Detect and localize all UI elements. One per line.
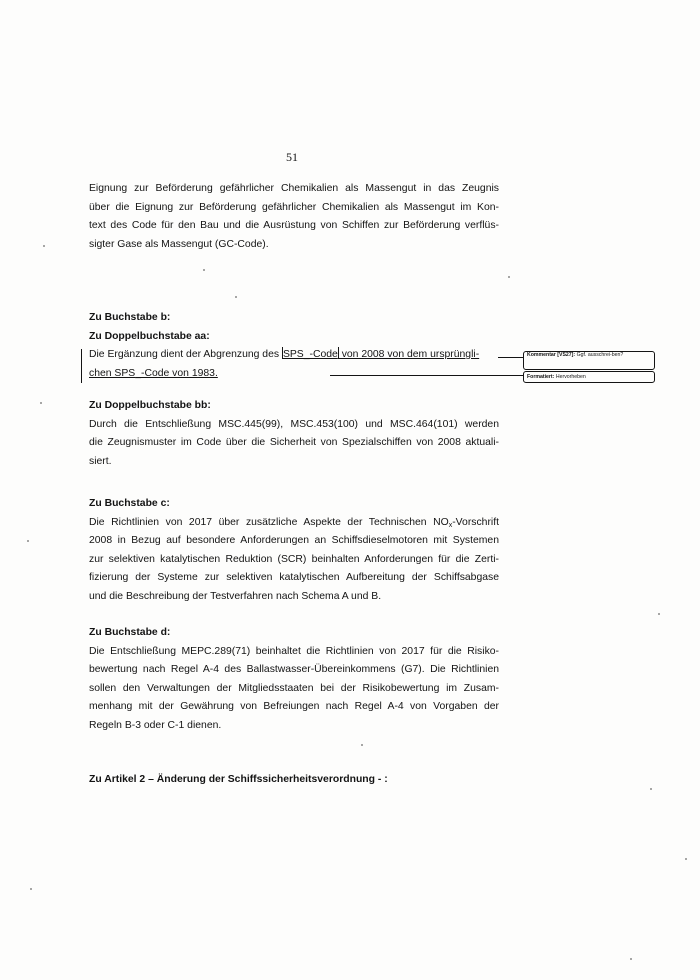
- text-line: text des Code für den Bau und die Ausrüstung von Schiffen zur Beförderung verflüs-: [89, 220, 499, 231]
- text-line: 2008 in Bezug auf besondere Anforderungen an Schiffsdieselmotoren mit Systemen: [89, 535, 499, 546]
- section-d: [89, 624, 499, 735]
- tracked-insertion[interactable]: _-Code von 1983.: [135, 367, 218, 379]
- tracked-change-line: Die Ergänzung dient der Abgrenzung des SPS_-Code von 2008 von dem ursprüngli-: [89, 349, 480, 360]
- section-heading: Zu Buchstabe c:: [89, 498, 170, 509]
- article-2: [89, 771, 499, 790]
- scan-speck: [650, 788, 652, 790]
- article-heading: Zu Artikel 2 – Änderung der Schiffssicherheitsverordnung - :: [89, 774, 388, 785]
- text-line: Die Entschließung MEPC.289(71) beinhaltet die Richtlinien von 2017 für die Risiko-: [89, 645, 499, 657]
- text-line: fizierung der Systeme zur selektiven katalytischen Aufbereitung der Schiffsabgase: [89, 572, 499, 583]
- comment-leader-line: [498, 357, 523, 358]
- scan-speck: [43, 245, 45, 247]
- page-number: 51: [286, 150, 298, 164]
- text-line: bewertung nach Regel A-4 des Ballastwasser-Übereinkommens (G7). Die Richtlinien: [89, 664, 499, 675]
- scan-speck: [658, 613, 660, 615]
- text-line: sigter Gase als Massengut (GC-Code).: [89, 238, 269, 250]
- text-line: sollen den Verwaltungen der Mitgliedsstaaten bei der Risikobewertung im Zusam-: [89, 682, 499, 694]
- formatting-balloon[interactable]: Formatiert: Hervorheben: [523, 371, 655, 383]
- scan-speck: [685, 858, 687, 860]
- text-line: über die Eignung zur Beförderung gefährlicher Chemikalien als Massengut im Kon-: [89, 201, 499, 213]
- tracked-change-line: chen SPS_-Code von 1983.: [89, 367, 218, 379]
- scan-speck: [203, 269, 205, 271]
- section-heading: Zu Buchstabe d:: [89, 627, 171, 638]
- subsection-heading: Zu Doppelbuchstabe bb:: [89, 400, 211, 411]
- text-line: zur selektiven katalytischen Reduktion (SCR) beinhalten Anforderungen für die Zerti-: [89, 553, 499, 565]
- subsection-heading: Zu Doppelbuchstabe aa:: [89, 330, 210, 342]
- format-leader-line: [330, 375, 523, 376]
- text-line: und die Beschreibung der Testverfahren nach Schema A und B.: [89, 590, 382, 602]
- scan-speck: [508, 276, 510, 278]
- text-line: Durch die Entschließung MSC.445(99), MSC.453(100) und MSC.464(101) werden: [89, 418, 499, 430]
- scan-speck: [40, 402, 42, 404]
- intro-paragraph: [89, 180, 499, 254]
- scan-speck: [27, 540, 29, 542]
- change-bar: [81, 349, 82, 383]
- text-line: die Zeugnismuster im Code über die Sicherheit von Spezialschiffen von 2008 aktuali-: [89, 437, 499, 448]
- text-line: menhang mit der Gewährung von Befreiungen nach Regel A-4 von Vorgaben der: [89, 701, 499, 712]
- comment-balloon[interactable]: Kommentar [VS27]: Ggf. ausschrei-ben?: [523, 351, 655, 370]
- section-c: [89, 495, 499, 606]
- scan-speck: [235, 296, 237, 298]
- text-line: siert.: [89, 455, 112, 467]
- tracked-insertion[interactable]: SPS_-Code: [282, 349, 338, 360]
- section-heading: Zu Buchstabe b:: [89, 312, 171, 323]
- scan-speck: [30, 888, 32, 890]
- text-line: Die Richtlinien von 2017 über zusätzliche Aspekte der Technischen $NO_x$-Vorschrift: [89, 516, 499, 529]
- section-b: [89, 309, 499, 471]
- scan-speck: [630, 958, 632, 960]
- scan-speck: [361, 744, 363, 746]
- text-line: Regeln B-3 oder C-1 dienen.: [89, 719, 222, 731]
- text-line: Eignung zur Beförderung gefährlicher Chemikalien als Massengut in das Zeugnis: [89, 183, 499, 194]
